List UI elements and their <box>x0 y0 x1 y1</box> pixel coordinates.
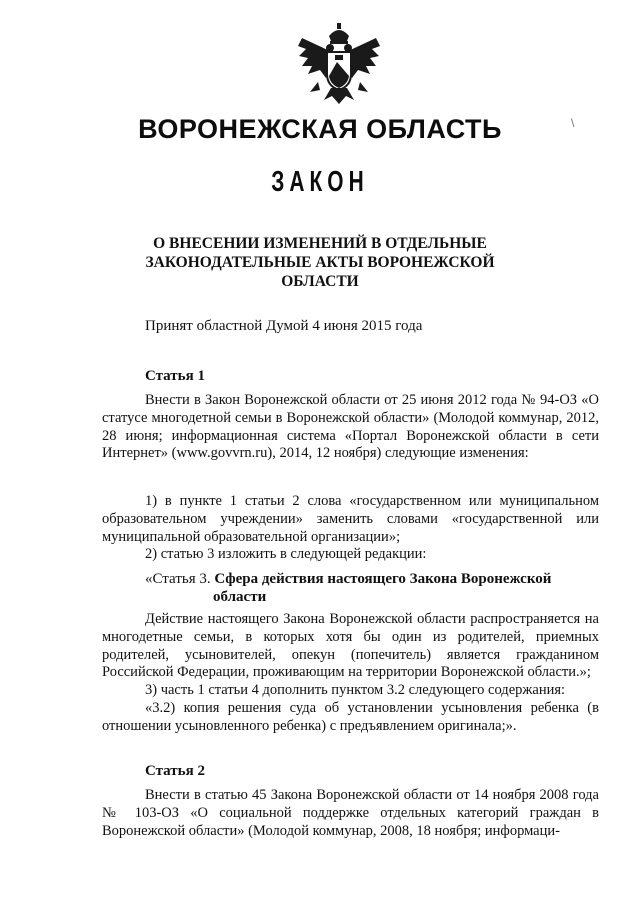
article-1-heading: Статья 1 <box>145 368 205 384</box>
article-1-intro <box>102 392 599 463</box>
law-title-line: О ВНЕСЕНИИ ИЗМЕНЕНИЙ В ОТДЕЛЬНЫЕ <box>153 235 487 252</box>
law-title-line: ОБЛАСТИ <box>281 273 359 290</box>
paragraph: Действие настоящего Закона Воронежской области распространяется на многодетные семьи, в которых хотя бы один из родителей, приемных родителей, усыновителей, опекун (попечитель) является гражданином Российской Федерации, проживающим на территории Воронежской области.»; <box>102 611 599 681</box>
adoption-date: Принят областной Думой 4 июня 2015 года <box>145 318 423 334</box>
quoted-article-body <box>102 611 599 736</box>
region-name: ВОРОНЕЖСКАЯ ОБЛАСТЬ <box>138 114 502 144</box>
article-2-heading: Статья 2 <box>145 763 205 779</box>
document-type: ЗАКОН <box>271 166 369 198</box>
quoted-article-title-cont: области <box>213 589 267 605</box>
paragraph: 1) в пункте 1 статьи 2 слова «государственном или муниципальном образовательном учреждении» заменить словами «государственной или муниципальной образовательной организации»; <box>102 493 599 545</box>
article-1-items <box>102 493 599 564</box>
paragraph: 2) статью 3 изложить в следующей редакции: <box>145 546 427 563</box>
law-title <box>120 234 520 291</box>
article-2-intro <box>102 787 599 840</box>
quoted-article-title: Сфера действия настоящего Закона Воронежской <box>214 571 552 587</box>
margin-mark: \ <box>571 116 575 130</box>
quoted-article-prefix: «Статья 3. <box>145 571 211 587</box>
coat-of-arms-icon <box>296 22 382 106</box>
law-title-line: ЗАКОНОДАТЕЛЬНЫЕ АКТЫ ВОРОНЕЖСКОЙ <box>145 254 495 271</box>
paragraph: Внести в Закон Воронежской области от 25 июня 2012 года № 94-ОЗ «О статусе многодетной семьи в Воронежской области» (Молодой коммунар, 2012, 28 июня; информационная система «Портал Воронежской области в сети Интернет» (www.govvrn.ru), 2014, 12 ноября) следующие изменения: <box>102 392 599 462</box>
paragraph: 3) часть 1 статьи 4 дополнить пунктом 3.2 следующего содержания: <box>145 682 566 699</box>
paragraph: «3.2) копия решения суда об установлении усыновления ребенка (в отношении усыновленного ребенка) с предъявлением оригинала;». <box>102 699 599 734</box>
quoted-article-heading <box>145 570 585 606</box>
paragraph: Внести в статью 45 Закона Воронежской области от 14 ноября 2008 года № 103-ОЗ «О социальной поддержке отдельных категорий граждан в Воронежской области» (Молодой коммунар, 2008, 18 ноября; информаци- <box>102 787 599 839</box>
